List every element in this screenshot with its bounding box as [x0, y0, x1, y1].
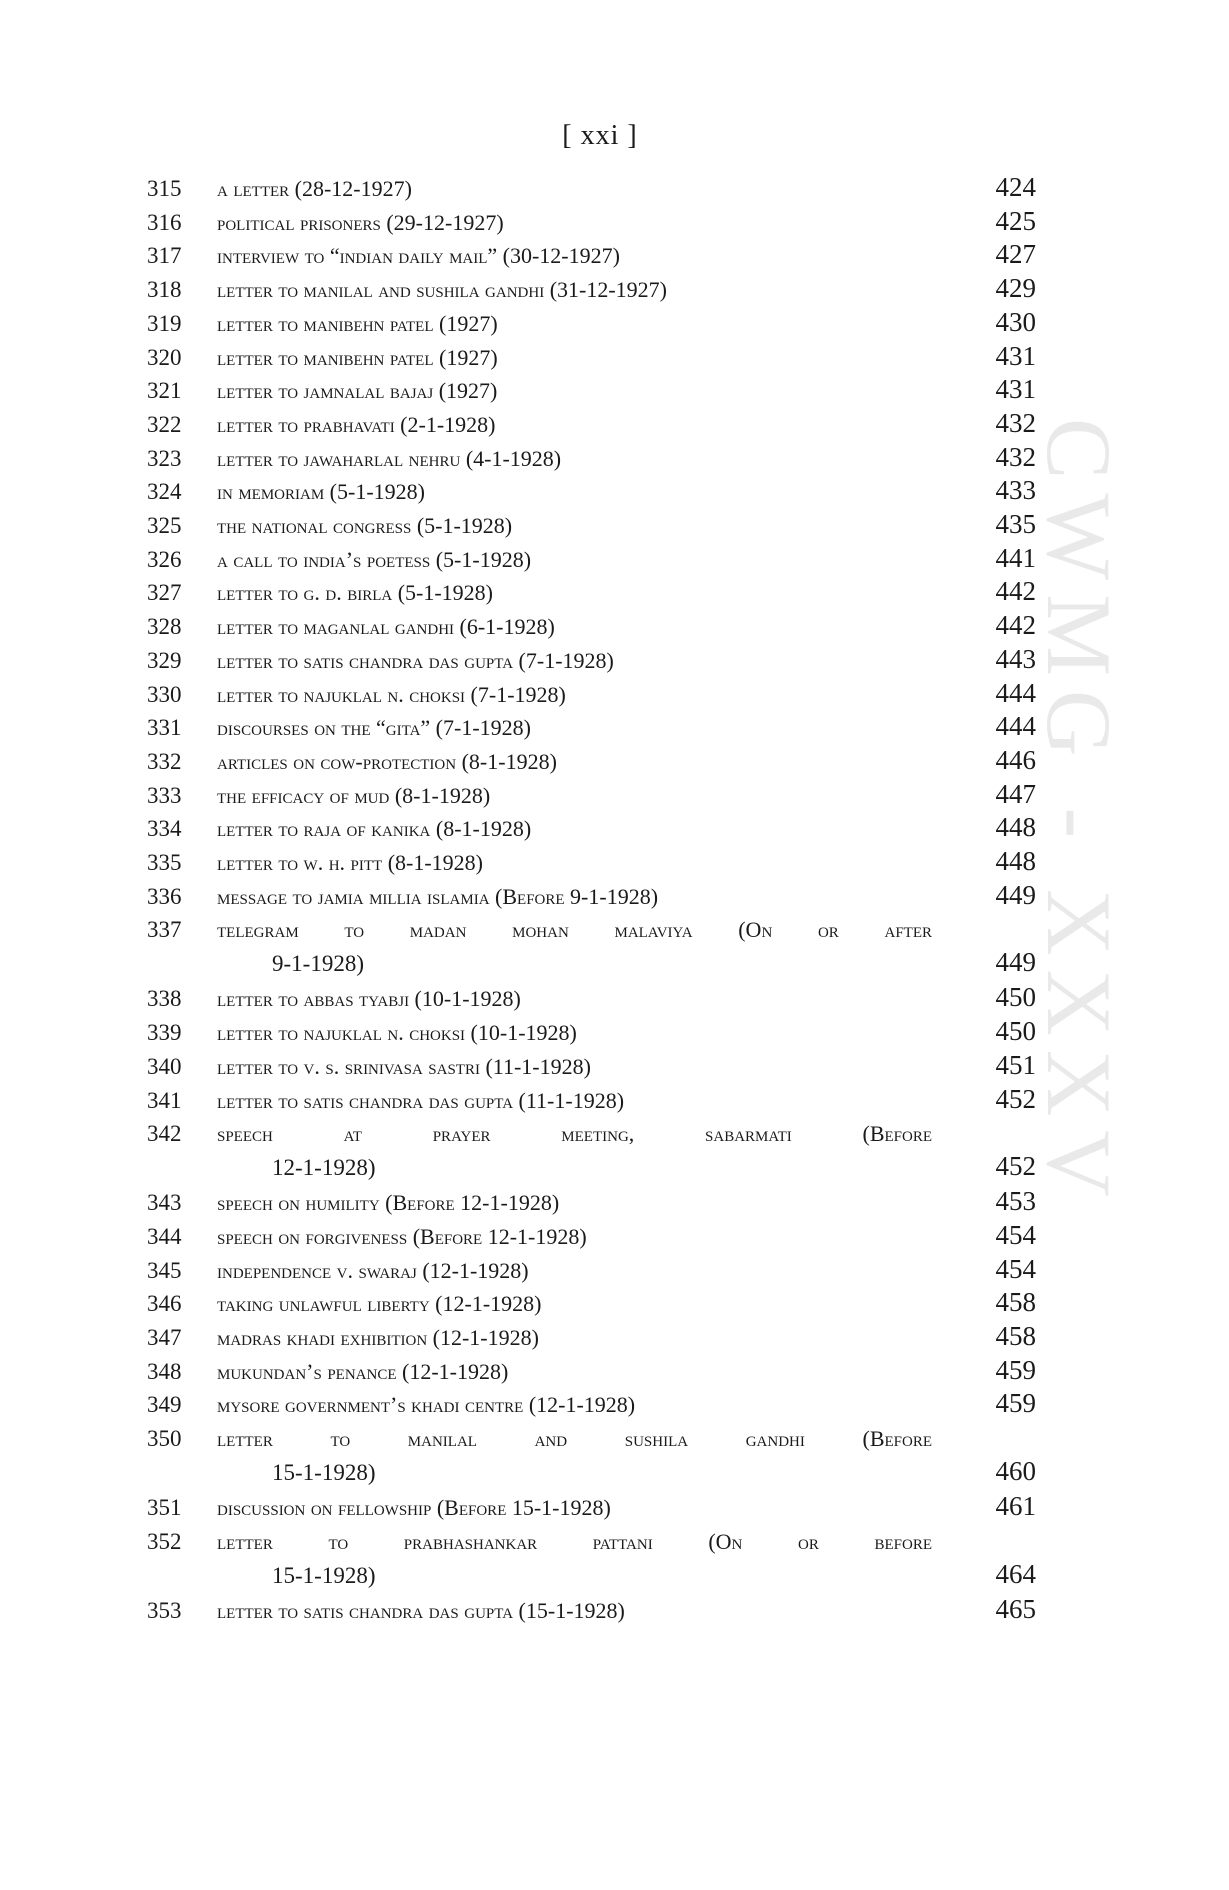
entry-number: 336 [147, 883, 182, 909]
entry-number: 328 [147, 614, 182, 640]
entry-page-number: 446 [995, 744, 1036, 775]
entry-number: 324 [147, 479, 182, 505]
entry-page-number: 458 [995, 1287, 1036, 1318]
entry-page-number: 464 [995, 1558, 1036, 1589]
entry-number: 348 [147, 1358, 182, 1384]
entry-title-continuation: 12-1-1928) [272, 1155, 376, 1181]
entry-title: letter to abbas tyabji (10-1-1928) [217, 986, 521, 1012]
entry-page-number: 451 [995, 1049, 1036, 1080]
entry-number: 343 [147, 1190, 182, 1216]
entry-title: interview to “indian daily mail” (30-12-1927) [217, 243, 620, 269]
entry-page-number: 449 [995, 947, 1036, 978]
entry-title: speech on forgiveness (Before 12-1-1928) [217, 1223, 587, 1249]
entry-page-number: 447 [995, 778, 1036, 809]
entry-title: telegram to madan mohan malaviya (On or after [217, 917, 932, 943]
entry-number: 319 [147, 310, 182, 336]
entry-number: 330 [147, 681, 182, 707]
entry-page-number: 453 [995, 1186, 1036, 1217]
entry-number: 332 [147, 748, 182, 774]
entry-number: 318 [147, 277, 182, 303]
entry-page-number: 460 [995, 1456, 1036, 1487]
entry-number: 352 [147, 1528, 182, 1554]
entry-page-number: 458 [995, 1321, 1036, 1351]
entry-title-continuation: 15-1-1928) [272, 1562, 376, 1588]
entry-number: 320 [147, 344, 182, 370]
page-header: [ xxi ] [562, 120, 638, 151]
entry-number: 335 [147, 850, 182, 875]
entry-number: 339 [147, 1020, 182, 1046]
entry-title: political prisoners (29-12-1927) [217, 209, 504, 235]
watermark-text: CWMG - XXXV [1028, 418, 1130, 1211]
entry-title: letter to najuklal n. choksi (7-1-1928) [217, 681, 566, 707]
entry-number: 350 [147, 1426, 182, 1452]
entry-title: letter to v. s. srinivasa sastri (11-1-1928) [217, 1053, 591, 1079]
entry-page-number: 442 [995, 576, 1036, 607]
entry-page-number: 450 [995, 982, 1036, 1013]
entry-title: letter to manilal and sushila gandhi (31-12-1927) [217, 277, 667, 303]
entry-number: 322 [147, 411, 182, 437]
entry-number: 341 [147, 1087, 182, 1113]
entry-title: letter to manibehn patel (1927) [217, 344, 498, 370]
entry-number: 338 [147, 986, 182, 1012]
entry-number: 342 [147, 1121, 182, 1147]
entry-page-number: 442 [995, 610, 1036, 641]
entry-number: 323 [147, 445, 182, 471]
entry-title: a call to india’s poetess (5-1-1928) [217, 546, 532, 572]
entry-number: 346 [147, 1291, 182, 1317]
entry-title: articles on cow-protection (8-1-1928) [217, 748, 557, 774]
entry-page-number: 465 [995, 1593, 1036, 1624]
entry-title: in memoriam (5-1-1928) [217, 479, 425, 505]
entry-title: letter to satis chandra das gupta (7-1-1928) [217, 647, 614, 673]
entry-number: 315 [147, 176, 182, 201]
entry-page-number: 432 [995, 441, 1036, 472]
entry-number: 340 [147, 1053, 182, 1079]
entry-page-number: 459 [995, 1388, 1036, 1419]
entry-page-number: 429 [995, 273, 1036, 304]
entry-title-continuation: 15-1-1928) [272, 1460, 376, 1486]
entry-title: letter to prabhashankar pattani (On or before [217, 1528, 932, 1554]
entry-page-number: 435 [995, 509, 1036, 539]
entry-page-number: 444 [995, 711, 1036, 742]
entry-title: discussion on fellowship (Before 15-1-1928) [217, 1495, 611, 1521]
entry-number: 326 [147, 546, 182, 572]
entry-number: 325 [147, 513, 182, 538]
entry-title: taking unlawful liberty (12-1-1928) [217, 1291, 542, 1317]
entry-title: speech on humility (Before 12-1-1928) [217, 1190, 560, 1216]
entry-number: 334 [147, 816, 182, 842]
entry-title: letter to manilal and sushila gandhi (Before [217, 1426, 932, 1452]
entry-page-number: 444 [995, 677, 1036, 708]
entry-page-number: 424 [995, 172, 1036, 202]
entry-page-number: 427 [995, 239, 1036, 270]
entry-title: speech at prayer meeting, sabarmati (Before [217, 1121, 932, 1147]
entry-title: discourses on the “gita” (7-1-1928) [217, 715, 531, 741]
entry-number: 317 [147, 243, 182, 269]
entry-title: letter to satis chandra das gupta (15-1-1928) [217, 1597, 625, 1623]
entry-title: letter to jawaharlal nehru (4-1-1928) [217, 445, 562, 471]
entry-title-continuation: 9-1-1928) [272, 951, 364, 977]
entry-title: letter to jamnalal bajaj (1927) [217, 378, 498, 404]
entry-page-number: 461 [995, 1491, 1036, 1522]
entry-number: 331 [147, 715, 182, 741]
entry-number: 345 [147, 1257, 182, 1283]
entry-page-number: 452 [995, 1083, 1036, 1114]
entry-page-number: 448 [995, 846, 1036, 876]
entry-page-number: 432 [995, 407, 1036, 438]
entry-page-number: 452 [995, 1151, 1036, 1182]
entry-number: 329 [147, 647, 182, 673]
entry-title: the national congress (5-1-1928) [217, 513, 513, 538]
entry-page-number: 425 [995, 205, 1036, 236]
entry-title: letter to maganlal gandhi (6-1-1928) [217, 614, 555, 640]
entry-title: the efficacy of mud (8-1-1928) [217, 782, 491, 808]
entry-number: 337 [147, 917, 182, 943]
entry-number: 344 [147, 1223, 182, 1249]
entry-page-number: 431 [995, 374, 1036, 405]
entry-number: 351 [147, 1495, 182, 1521]
entry-title: letter to g. d. birla (5-1-1928) [217, 580, 494, 606]
entry-title: letter to prabhavati (2-1-1928) [217, 411, 496, 437]
entry-title: letter to najuklal n. choksi (10-1-1928) [217, 1020, 577, 1046]
entry-title: letter to manibehn patel (1927) [217, 310, 498, 336]
entry-page-number: 431 [995, 340, 1036, 371]
entry-number: 347 [147, 1325, 182, 1350]
entry-title: letter to w. h. pitt (8-1-1928) [217, 850, 483, 875]
entry-title: mukundan’s penance (12-1-1928) [217, 1358, 509, 1384]
entry-title: letter to satis chandra das gupta (11-1-1928) [217, 1087, 625, 1113]
entry-title: mysore government’s khadi centre (12-1-1928) [217, 1392, 636, 1418]
entry-page-number: 454 [995, 1219, 1036, 1250]
entry-page-number: 441 [995, 542, 1036, 573]
watermark [1028, 418, 1130, 1498]
entry-title: madras khadi exhibition (12-1-1928) [217, 1325, 539, 1350]
entry-page-number: 448 [995, 812, 1036, 843]
entry-page-number: 454 [995, 1253, 1036, 1284]
entry-title: independence v. swaraj (12-1-1928) [217, 1257, 529, 1283]
entry-number: 321 [147, 378, 182, 404]
entry-page-number: 433 [995, 475, 1036, 506]
entry-title: a letter (28-12-1927) [217, 176, 412, 201]
entry-number: 333 [147, 782, 182, 808]
entry-number: 349 [147, 1392, 182, 1418]
entry-number: 316 [147, 209, 182, 235]
entry-page-number: 449 [995, 879, 1036, 910]
entry-title: letter to raja of kanika (8-1-1928) [217, 816, 532, 842]
entry-title: message to jamia millia islamia (Before 9-1-1928) [217, 883, 659, 909]
entry-number: 353 [147, 1597, 182, 1623]
entry-page-number: 450 [995, 1016, 1036, 1047]
entry-number: 327 [147, 580, 182, 606]
entry-page-number: 443 [995, 643, 1036, 674]
entry-page-number: 430 [995, 306, 1036, 337]
entry-page-number: 459 [995, 1354, 1036, 1385]
